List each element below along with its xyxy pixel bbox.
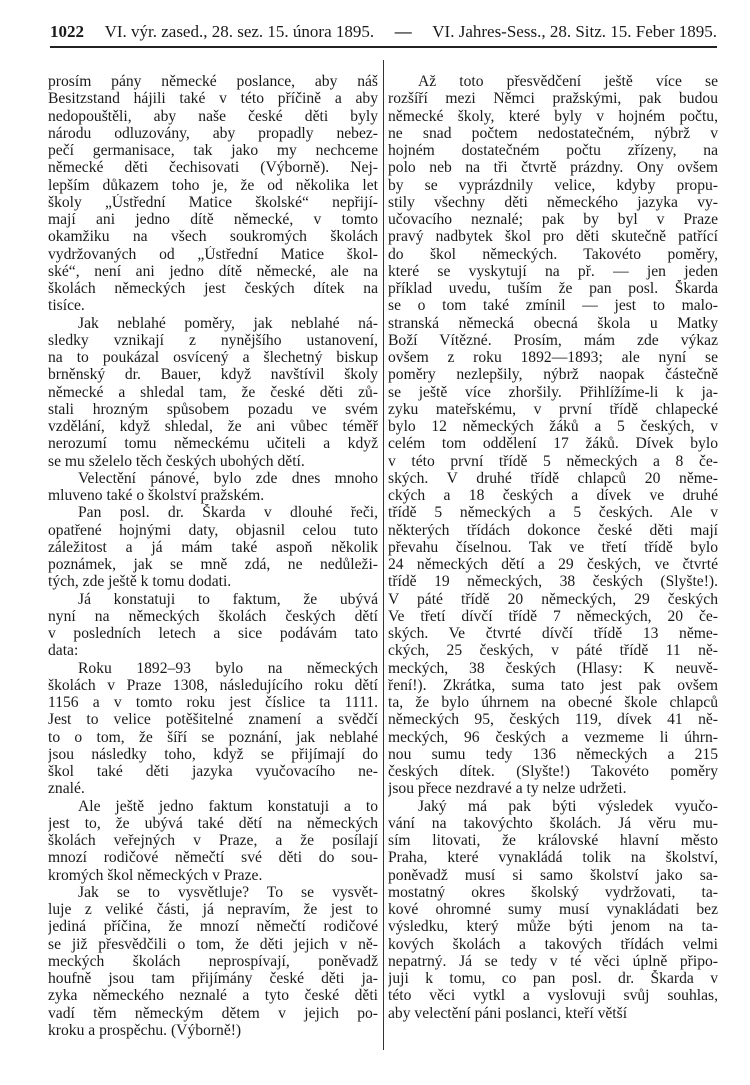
page-number: 1022 — [50, 22, 84, 41]
paragraph — [48, 504, 378, 590]
text-line: v posledních letech a sice podávám tato — [48, 625, 378, 642]
text-line: jsou přece nezdravé a ty nelze udržeti. — [388, 780, 627, 798]
text-line: Ve třetí dívčí třídě 7 německých, 20 če- — [388, 607, 718, 625]
text-line: záležitost a já mám také aspoň několik — [48, 538, 378, 556]
text-line: této věci vytkl a vyslovuji svůj souhlas, — [388, 987, 718, 1005]
text-line: ření!). Zkrátka, suma tato jest pak ovšem — [388, 676, 718, 694]
text-line: mají ani jedno dítě německé, v tomto — [48, 211, 378, 228]
text-line: Ale ještě jedno faktum konstatuji a to — [78, 797, 378, 815]
text-line: školách v Praze 1308, následujícího roku dětí — [48, 676, 378, 694]
paragraph — [48, 884, 378, 1039]
text-line: jediná příčina, že mnozí němečtí rodičové — [48, 918, 378, 936]
text-line: Až toto přesvědčení ještě více se — [418, 73, 718, 90]
text-line: na to poukázal osvícený a šlechetný biskup — [48, 349, 378, 366]
text-line: nepatrný. Já se tedy v té věci úplně připo- — [388, 952, 718, 970]
text-line: nyní na německých školách českých dětí — [48, 607, 378, 625]
text-line: 24 německých dětí a 29 českých, ve čtvrté — [388, 556, 718, 573]
paragraph — [48, 470, 378, 505]
text-line: kroku a prospěchu. (Výborně!) — [48, 1021, 242, 1039]
text-line: se o tom také zmínil — jest to malo- — [388, 297, 718, 315]
text-line: hojném dostatečném počtu zřízeny, na — [388, 142, 718, 159]
text-line: které se vyskytují na př. — jen jeden — [388, 262, 718, 280]
paragraph — [388, 798, 718, 1022]
text-line: stranská německá obecná škola u Matky — [388, 314, 718, 332]
text-line: škol také děti jazyka vyučovacího ne- — [48, 763, 378, 780]
text-line: V páté třídě 20 německých, 29 českých — [388, 590, 718, 608]
text-line: školy „Ústřední Matice školské“ nepřijí- — [48, 193, 378, 211]
left-column — [48, 73, 378, 1039]
text-line: se ještě více zhoršily. Přihlížíme-li k ja- — [388, 383, 718, 401]
text-line: v této první třídě 5 německých a 8 če- — [388, 452, 718, 470]
text-line: poněvadž musí si samo školství jako sa- — [388, 866, 718, 884]
text-line: sím litovati, že královské hlavní město — [388, 832, 718, 849]
text-line: školách německých jest českých dítek na — [48, 280, 378, 297]
text-line: německé a shledal tam, že české děti zů- — [48, 383, 378, 401]
text-line: jest to, že ubývá také dětí na německých — [48, 814, 378, 832]
text-line: Jest to velice potěšitelné znamení a svědčí — [48, 711, 378, 729]
column-divider — [383, 60, 384, 1050]
text-line: ské“, není ani jedno dítě německé, ale na — [48, 262, 378, 280]
czech-session-info: VI. výr. zased., 28. sez. 15. února 1895. — [104, 22, 375, 41]
text-line: sledky vznikají z nynějšího ustanovení, — [48, 331, 378, 349]
text-line: německých 95, českých 119, dívek 41 ně- — [388, 711, 718, 729]
text-line: Boží Vítězné. Prosím, mám zde výkaz — [388, 331, 718, 349]
text-line: výsledku, který může býti jenom na ta- — [388, 918, 718, 936]
text-line: bylo 12 německých žáků a 5 českých, v — [388, 418, 718, 435]
german-session-info: VI. Jahres-Sess., 28. Sitz. 15. Feber 1895. — [432, 22, 717, 41]
text-line: nedopouštěli, aby naše české děti byly — [48, 107, 378, 125]
paragraph — [48, 660, 378, 798]
text-line: nou sumu tedy 136 německých a 215 — [388, 745, 718, 763]
text-line: Já konstatuji to faktum, že ubývá — [78, 590, 378, 608]
header-rule — [50, 46, 717, 48]
text-line: nerozumí tomu německému učiteli a když — [48, 435, 378, 453]
text-line: poměry nezlepšily, nýbrž naopak částečně — [388, 366, 718, 384]
header-dash: — — [394, 22, 412, 41]
paragraph — [48, 73, 378, 315]
text-line: Jak se to vysvětluje? To se vysvět- — [78, 883, 378, 901]
paragraph — [48, 798, 378, 884]
text-line: meckých, 38 českých (Hlasy: K neuvě- — [388, 659, 718, 677]
page-header — [50, 22, 717, 42]
text-line: ských. V druhé třídě chlapců 20 něme- — [388, 469, 718, 487]
text-line: tisíce. — [48, 297, 85, 315]
text-line: německé děti čechisovati (Výborně). Nej- — [48, 159, 378, 177]
text-line: okamžiku na všech soukromých školách — [48, 228, 378, 246]
paragraph — [48, 591, 378, 660]
text-line: mostatný okres školský vydržovati, ta- — [388, 883, 718, 901]
text-line: vydržovaných od „Ústřední Matice škol- — [48, 245, 378, 263]
text-line: pečí germanisace, tak jako my nechceme — [48, 142, 378, 159]
paragraph — [48, 315, 378, 470]
text-line: to o tom, že šíří se poznání, jak neblahé — [48, 728, 378, 746]
text-line: zyku mateřskému, v první třídě chlapecké — [388, 400, 718, 418]
right-column — [388, 73, 718, 1022]
text-line: se již přesvědčili o tom, že děti jejich v ně- — [48, 935, 378, 953]
text-line: mnozí rodičové němečtí své děti do sou- — [48, 849, 378, 867]
text-line: Jak neblahé poměry, jak neblahé ná- — [78, 314, 378, 332]
text-line: celém tom oddělení 17 žáků. Dívek bylo — [388, 435, 718, 453]
text-line: některých třídách dokonce české děti mají — [388, 521, 718, 539]
text-line: opatřené hojnými daty, objasnil celou tuto — [48, 521, 378, 539]
text-line: kové ohromné sumy musí vynakládati bez — [388, 901, 718, 918]
text-line: znalé. — [48, 780, 85, 798]
text-line: polo neb na tři čtvrtě prázdny. Ony ovšem — [388, 159, 718, 177]
text-line: ckých, 25 českých, v páté třídě 11 ně- — [388, 642, 718, 660]
text-line: mluveno také o školství pražském. — [48, 487, 265, 504]
text-line: Pan posl. dr. Škarda v dlouhé řeči, — [78, 504, 378, 522]
text-line: ckých a 18 českých a dívek ve druhé — [388, 487, 718, 504]
text-line: poznámek, jak se mně zdá, ne nedůleži- — [48, 556, 378, 573]
text-line: data: — [48, 642, 79, 660]
text-line: aby velectění páni poslanci, kteří větší — [388, 1004, 628, 1022]
text-line: ne snad počtem nedostatečném, nýbrž v — [388, 124, 718, 142]
text-line: národu odluzovány, aby propadly nebez- — [48, 124, 378, 142]
text-line: vzdělání, když shledal, že ani vůbec téměř — [48, 418, 378, 435]
text-line: juji k tomu, co pan posl. dr. Škarda v — [388, 970, 718, 987]
text-line: třídě 19 německých, 38 českých (Slyšte!). — [388, 573, 718, 591]
text-line: Roku 1892–93 bylo na německých — [78, 659, 378, 677]
text-line: třídě 5 německých a 5 českých. Ale v — [388, 504, 718, 522]
text-line: do škol německých. Takovéto poměry, — [388, 245, 718, 263]
paragraph — [388, 73, 718, 798]
text-line: se mu sželelo těch českých ubohých dětí. — [48, 452, 305, 470]
text-line: učovacího neznalé; pak by byl v Praze — [388, 211, 718, 228]
text-line: vadí těm německým dětem v jejich po- — [48, 1004, 378, 1022]
text-line: prosím pány německé poslance, aby náš — [48, 73, 378, 90]
text-line: Praha, které vynakládá tolik na školství, — [388, 849, 718, 867]
text-line: kových školách a takových třídách velmi — [388, 935, 718, 953]
text-line: ských. Ve čtvrté dívčí třídě 13 něme- — [388, 625, 718, 642]
text-line: ta, že bylo úhrnem na obecné škole chlapců — [388, 694, 718, 711]
text-line: převahu číselnou. Tak ve třetí třídě bylo — [388, 538, 718, 556]
text-line: tých, zde ještě k tomu dodati. — [48, 573, 232, 591]
text-line: jsou následky toho, když se přijímají do — [48, 745, 378, 763]
text-line: rozšíří mezi Němci pražskými, pak budou — [388, 90, 718, 108]
text-line: německé školy, které byly v hojném počtu, — [388, 107, 718, 125]
text-line: stali hrozným spůsobem pozadu ve svém — [48, 400, 378, 418]
text-line: Jaký má pak býti výsledek vyučo- — [418, 797, 718, 815]
text-line: kromých škol německých v Praze. — [48, 866, 263, 884]
text-line: Velectění pánové, bylo zde dnes mnoho — [78, 469, 378, 487]
text-line: 1156 a v tomto roku jest číslice ta 1111. — [48, 694, 378, 711]
text-line: příklad uvedu, tuším že pan posl. Škarda — [388, 280, 718, 297]
text-line: stily všechny děti německého jazyka vy- — [388, 193, 718, 211]
text-line: brněnský dr. Bauer, když navštívil školy — [48, 366, 378, 384]
text-line: školách veřejných v Praze, a že posílají — [48, 832, 378, 849]
text-line: luje z veliké části, já nepravím, že jest to — [48, 901, 378, 918]
text-line: vání na takovýchto školách. Já věru mu- — [388, 814, 718, 832]
text-line: meckých školách neprospívají, poněvadž — [48, 952, 378, 970]
text-line: zyka německého neznalé a tyto české děti — [48, 987, 378, 1005]
text-line: houfně jsou tam přijímány české děti ja- — [48, 970, 378, 987]
text-line: ovšem z roku 1892—1893; ale nyní se — [388, 349, 718, 366]
text-line: meckých, 96 českých a vezmeme li úhrn- — [388, 728, 718, 746]
text-line: by se vyprázdnily velice, kdyby propu- — [388, 176, 718, 194]
text-line: českých dítek. (Slyšte!) Takovéto poměry — [388, 763, 718, 780]
text-line: pravý nadbytek škol pro děti skutečně patřící — [388, 228, 718, 246]
text-line: lepším důkazem toho je, že od několika let — [48, 176, 378, 194]
text-line: Besitzstand hájili také v této příčině a aby — [48, 90, 378, 108]
